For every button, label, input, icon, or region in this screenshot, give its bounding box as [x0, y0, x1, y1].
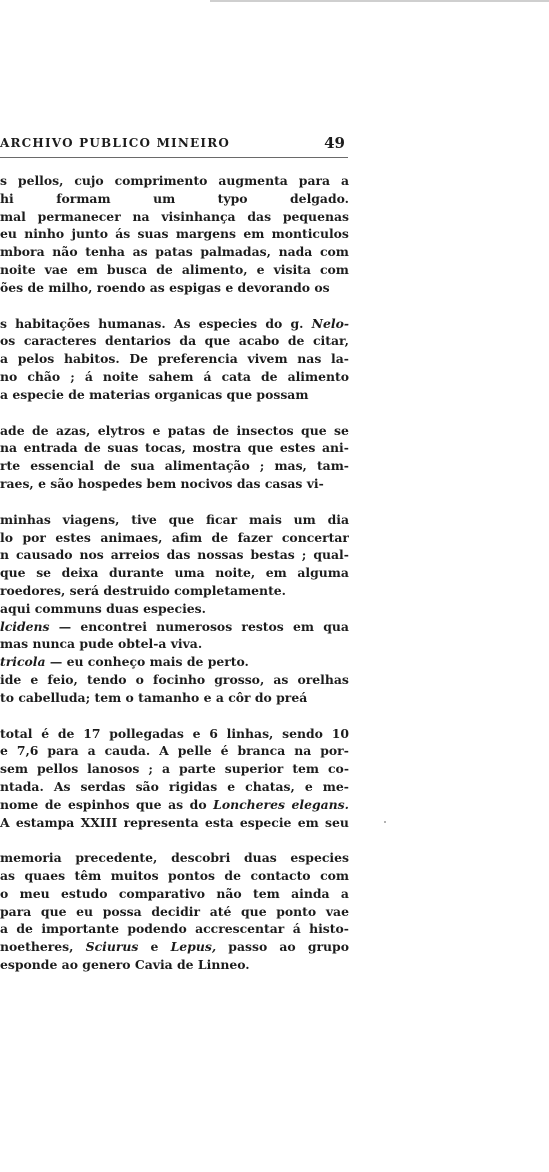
text-line: n causado nos arreios das nossas bestas ; qual- [0, 547, 349, 563]
paragraph [0, 172, 349, 297]
paragraph [0, 725, 349, 832]
running-header [0, 134, 345, 154]
text-line: s habitações humanas. As especies do g. Nelo- [0, 315, 349, 331]
text-line: noite vae em busca de alimento, e visita com [0, 261, 349, 277]
text-line: s pellos, cujo comprimento augmenta para a [0, 173, 349, 188]
text-line: memoria precedente, descobri duas especies [0, 850, 349, 866]
text-line: no chão ; á noite sahem á cata de alimento [0, 368, 349, 384]
paragraph [0, 422, 349, 493]
text-line: nome de espinhos que as do Loncheres elegans. [0, 796, 349, 812]
text-line: ões de milho, roendo as espigas e devorando os [0, 279, 330, 295]
text-line: a pelos habitos. De preferencia vivem nas la- [0, 351, 349, 367]
text-line: raes, e são hospedes bem nocivos das casas vi- [0, 475, 324, 491]
text-line: a de importante podendo accrescentar á histo- [0, 921, 349, 937]
text-line: aqui communs duas especies. [0, 600, 206, 616]
scan-top-edge [210, 0, 549, 2]
text-line: ide e feio, tendo o focinho grosso, as orelhas [0, 671, 349, 687]
body-text [0, 172, 349, 974]
text-line: os caracteres dentarios da que acabo de citar, [0, 333, 349, 349]
text-line: lo por estes animaes, afim de fazer concertar [0, 529, 349, 545]
paragraph [0, 511, 349, 707]
text-line: total é de 17 pollegadas e 6 linhas, sendo 10 [0, 725, 349, 741]
text-line: as quaes têm muitos pontos de contacto com [0, 868, 349, 884]
text-line: A estampa XXIII representa esta especie em seu [0, 814, 349, 830]
text-line: para que eu possa decidir até que ponto vae [0, 903, 349, 919]
text-line: noetheres, Sciurus e Lepus, passo ao grupo [0, 939, 349, 955]
text-line: e 7,6 para a cauda. A pelle é branca na por- [0, 743, 349, 759]
text-line: to cabelluda; tem o tamanho e a côr do preá [0, 689, 308, 705]
text-line: lcidens — encontrei numerosos restos em qua [0, 618, 349, 634]
text-line: esponde ao genero Cavia de Linneo. [0, 957, 250, 973]
text-line: sem pellos lanosos ; a parte superior tem co- [0, 761, 349, 777]
text-line: eu ninho junto ás suas margens em monticulos [0, 226, 349, 242]
text-line: a especie de materias organicas que possam [0, 386, 309, 402]
text-line: roedores, será destruido completamente. [0, 582, 286, 598]
text-line: rte essencial de sua alimentação ; mas, tam- [0, 458, 349, 474]
text-line: minhas viagens, tive que ficar mais um dia [0, 511, 349, 527]
paragraph [0, 849, 349, 974]
page-number: 49 [324, 134, 345, 152]
text-line: tricola — eu conheço mais de perto. [0, 654, 249, 670]
paragraph [0, 315, 349, 404]
text-line: hi formam um typo delgado. [0, 190, 349, 206]
text-line: que se deixa durante uma noite, em alguma [0, 565, 349, 581]
text-line: ade de azas, elytros e patas de insectos que se [0, 422, 349, 438]
text-line: mal permanecer na visinhança das pequenas [0, 208, 349, 224]
header-rule [0, 157, 348, 158]
text-line: mas nunca pude obtel-a viva. [0, 636, 203, 652]
running-title: ARCHIVO PUBLICO MINEIRO [0, 136, 231, 150]
text-line: mbora não tenha as patas palmadas, nada com [0, 244, 349, 260]
text-line: na entrada de suas tocas, mostra que estes ani- [0, 440, 349, 456]
text-line: ntada. As serdas são rigidas e chatas, e me- [0, 778, 349, 794]
text-line: o meu estudo comparativo não tem ainda a [0, 885, 349, 901]
scan-speck [384, 821, 386, 823]
